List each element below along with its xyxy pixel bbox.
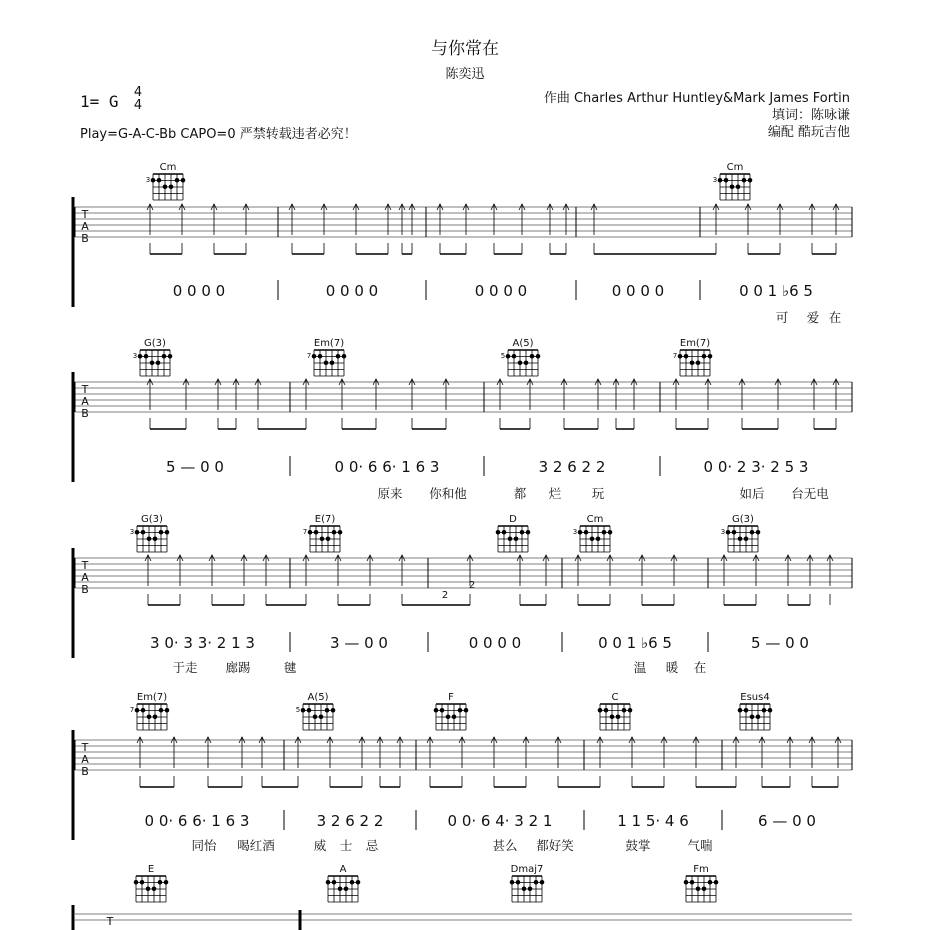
finger-dot [134, 880, 139, 885]
chord-esus4-label: Esus4 [740, 692, 770, 703]
finger-dot [141, 530, 146, 535]
finger-dot [718, 178, 723, 183]
finger-dot [684, 880, 689, 885]
lyric: 温 [633, 660, 647, 675]
finger-dot [320, 536, 325, 541]
finger-dot [165, 530, 170, 535]
jianpu-measure: 5 — 0 0 [751, 634, 809, 652]
chord-cm-2-label: Cm [726, 162, 744, 173]
lyric: 廊踢 [225, 660, 251, 675]
finger-dot [152, 886, 157, 891]
chord-em7-2-fret: 7 [672, 352, 678, 360]
jianpu-measure: 0 0 0 0 [172, 282, 226, 300]
finger-dot [144, 354, 149, 359]
lyric: 甚么 [492, 838, 518, 853]
finger-dot [748, 178, 753, 183]
chord-cm-3 [578, 526, 613, 552]
finger-dot [350, 880, 355, 885]
finger-dot [596, 536, 601, 541]
chord-e7-label: E(7) [314, 514, 336, 525]
chord-a5-b-fret: 5 [295, 706, 301, 714]
finger-dot [146, 886, 151, 891]
finger-dot [508, 536, 513, 541]
finger-dot [175, 178, 180, 183]
jianpu-measure: 0 0· 6 6· 1 6 3 [144, 812, 250, 830]
chord-g3-c [726, 526, 761, 552]
chord-g3-c-fret: 3 [720, 528, 726, 536]
finger-dot [696, 360, 701, 365]
chord-fm [684, 876, 719, 902]
chord-a-label: A [339, 864, 347, 875]
finger-dot [356, 880, 361, 885]
chord-em7-b-fret: 7 [129, 706, 135, 714]
chord-em7-b [135, 704, 170, 730]
finger-dot [326, 880, 331, 885]
finger-dot [578, 530, 583, 535]
finger-dot [318, 354, 323, 359]
chord-a5-fret: 5 [500, 352, 506, 360]
chord-g3 [138, 350, 173, 376]
finger-dot [338, 886, 343, 891]
finger-dot [736, 184, 741, 189]
finger-dot [312, 354, 317, 359]
tab-fret-number: 2 [468, 580, 476, 591]
chord-d-label: D [509, 514, 517, 525]
finger-dot [528, 886, 533, 891]
chord-em7-2-label: Em(7) [679, 338, 711, 349]
chord-dmaj7-label: Dmaj7 [510, 864, 544, 875]
finger-dot [724, 178, 729, 183]
chord-g3-fret: 3 [132, 352, 138, 360]
finger-dot [344, 886, 349, 891]
finger-dot [157, 178, 162, 183]
finger-dot [536, 354, 541, 359]
lyric: 原来 [377, 486, 403, 501]
chord-cm-3-fret: 3 [572, 528, 578, 536]
finger-dot [452, 714, 457, 719]
chord-g3-b-label: G(3) [141, 514, 163, 525]
chord-g3-b [135, 526, 170, 552]
finger-dot [138, 354, 143, 359]
chord-a [326, 876, 361, 902]
jianpu-measure: 0 0 1 ♭6 5 [598, 634, 672, 652]
chord-cm-3-label: Cm [586, 514, 604, 525]
tab-letter: B [81, 765, 89, 778]
finger-dot [181, 178, 186, 183]
jianpu-measure: 0 0· 6 4· 3 2 1 [447, 812, 553, 830]
finger-dot [141, 708, 146, 713]
chord-e7-fret: 7 [302, 528, 308, 536]
chord-a5-label: A(5) [512, 338, 534, 349]
finger-dot [342, 354, 347, 359]
lyric: 威 [313, 838, 327, 853]
finger-dot [440, 708, 445, 713]
chord-cm-2-fret: 3 [712, 176, 718, 184]
finger-dot [147, 536, 152, 541]
jianpu-measure: 0 0 0 0 [325, 282, 379, 300]
finger-dot [696, 886, 701, 891]
finger-dot [602, 530, 607, 535]
jianpu-measure: 0 0 0 0 [611, 282, 665, 300]
finger-dot [307, 708, 312, 713]
chord-cm-fret: 3 [145, 176, 151, 184]
lyric: 鼓掌 [625, 838, 651, 853]
finger-dot [702, 886, 707, 891]
tab-letter: A [81, 571, 89, 584]
finger-dot [540, 880, 545, 885]
finger-dot [326, 536, 331, 541]
chord-e-label: E [147, 864, 155, 875]
finger-dot [744, 708, 749, 713]
lyric: 气喘 [687, 838, 713, 853]
finger-dot [151, 178, 156, 183]
finger-dot [768, 708, 773, 713]
chord-d [496, 526, 531, 552]
tab-letter: B [81, 407, 89, 420]
tab-letter: T [106, 915, 114, 928]
song-title: 与你常在 [431, 39, 499, 59]
chord-f [434, 704, 469, 730]
chord-f-label: F [448, 692, 454, 703]
finger-dot [165, 708, 170, 713]
finger-dot [512, 354, 517, 359]
jianpu-measure: 0 0· 6 6· 1 6 3 [334, 458, 440, 476]
finger-dot [168, 354, 173, 359]
finger-dot [510, 880, 515, 885]
lyric: 忌 [365, 838, 379, 853]
tab-letter: B [81, 583, 89, 596]
finger-dot [153, 536, 158, 541]
jianpu-measure: 3 2 6 2 2 [316, 812, 384, 830]
finger-dot [336, 354, 341, 359]
finger-dot [690, 880, 695, 885]
finger-dot [534, 880, 539, 885]
finger-dot [628, 708, 633, 713]
time-bottom: 4 [133, 98, 143, 113]
chord-e7 [308, 526, 343, 552]
finger-dot [496, 530, 501, 535]
finger-dot [608, 530, 613, 535]
jianpu-measure: 3 2 6 2 2 [538, 458, 606, 476]
chord-cm [151, 174, 186, 200]
finger-dot [742, 178, 747, 183]
finger-dot [147, 714, 152, 719]
finger-dot [324, 360, 329, 365]
finger-dot [518, 360, 523, 365]
finger-dot [458, 708, 463, 713]
finger-dot [684, 354, 689, 359]
finger-dot [158, 880, 163, 885]
finger-dot [331, 708, 336, 713]
finger-dot [135, 530, 140, 535]
chord-em7-b-label: Em(7) [136, 692, 168, 703]
tab-letter: A [81, 220, 89, 233]
finger-dot [301, 708, 306, 713]
finger-dot [744, 536, 749, 541]
chord-esus4 [738, 704, 773, 730]
chord-a5-b-label: A(5) [307, 692, 329, 703]
tab-letter: T [81, 383, 89, 396]
finger-dot [524, 360, 529, 365]
finger-dot [313, 714, 318, 719]
finger-dot [750, 714, 755, 719]
finger-dot [732, 530, 737, 535]
jianpu-measure: 0 0· 2 3· 2 5 3 [703, 458, 809, 476]
chord-a5-b [301, 704, 336, 730]
lyric: 同怡 [191, 838, 217, 853]
lyric: 士 [339, 838, 353, 853]
lyric: 都好笑 [536, 838, 574, 853]
chord-em7-2 [678, 350, 713, 376]
lyric: 在 [693, 660, 707, 675]
finger-dot [162, 354, 167, 359]
chord-em7-label: Em(7) [313, 338, 345, 349]
time-top: 4 [133, 85, 143, 100]
finger-dot [522, 886, 527, 891]
finger-dot [738, 708, 743, 713]
tab-letter: T [81, 741, 89, 754]
finger-dot [169, 184, 174, 189]
finger-dot [738, 536, 743, 541]
jianpu-measure: 0 0 0 0 [474, 282, 528, 300]
tab-fret-number: 2 [441, 590, 449, 601]
finger-dot [338, 530, 343, 535]
finger-dot [163, 184, 168, 189]
finger-dot [156, 360, 161, 365]
finger-dot [690, 360, 695, 365]
finger-dot [726, 530, 731, 535]
finger-dot [750, 530, 755, 535]
jianpu-measure: 3 0· 3 3· 2 1 3 [150, 634, 255, 652]
finger-dot [135, 708, 140, 713]
finger-dot [590, 536, 595, 541]
lyric: 可 [775, 310, 789, 325]
lyric: 于走 [172, 660, 198, 675]
tab-letter: A [81, 753, 89, 766]
finger-dot [506, 354, 511, 359]
jianpu-measure: 0 0 1 ♭6 5 [739, 282, 813, 300]
finger-dot [702, 354, 707, 359]
lyric: 暖 [665, 660, 679, 675]
finger-dot [153, 714, 158, 719]
chord-g3-label: G(3) [144, 338, 166, 349]
key-signature: 1= G [80, 92, 119, 111]
finger-dot [678, 354, 683, 359]
finger-dot [762, 708, 767, 713]
finger-dot [530, 354, 535, 359]
chord-fm-label: Fm [693, 864, 709, 875]
finger-dot [140, 880, 145, 885]
tab-letter: T [81, 208, 89, 221]
lyric: 喝红酒 [237, 838, 275, 853]
finger-dot [604, 708, 609, 713]
jianpu-measure: 3 — 0 0 [330, 634, 388, 652]
lyric: 玩 [591, 486, 605, 501]
finger-dot [446, 714, 451, 719]
finger-dot [332, 530, 337, 535]
finger-dot [159, 530, 164, 535]
finger-dot [520, 530, 525, 535]
chord-em7 [312, 350, 347, 376]
finger-dot [464, 708, 469, 713]
chord-g3-b-fret: 3 [129, 528, 135, 536]
arranger: 编配 酷玩吉他 [767, 125, 850, 140]
lyric: 台无电 [791, 486, 829, 501]
lyric: 如后 [739, 486, 765, 501]
lyric: 都 [513, 486, 527, 501]
chord-cm-label: Cm [159, 162, 177, 173]
finger-dot [516, 880, 521, 885]
finger-dot [325, 708, 330, 713]
lyric: 爱 [806, 310, 820, 325]
finger-dot [708, 354, 713, 359]
tab-letter: B [81, 232, 89, 245]
finger-dot [526, 530, 531, 535]
composer: 作曲 Charles Arthur Huntley&Mark James Fortin [543, 91, 850, 106]
finger-dot [708, 880, 713, 885]
chord-e [134, 876, 169, 902]
finger-dot [314, 530, 319, 535]
lyric: 在 [828, 310, 842, 325]
chord-cm-2 [718, 174, 753, 200]
lyric: 毽 [283, 660, 297, 675]
finger-dot [330, 360, 335, 365]
finger-dot [622, 708, 627, 713]
jianpu-measure: 6 — 0 0 [758, 812, 816, 830]
chord-c-label: C [611, 692, 619, 703]
finger-dot [730, 184, 735, 189]
finger-dot [434, 708, 439, 713]
jianpu-measure: 1 1 5· 4 6 [617, 812, 689, 830]
finger-dot [514, 536, 519, 541]
chord-a5 [506, 350, 541, 376]
lyricist: 填词：陈咏谦 [771, 108, 850, 123]
finger-dot [756, 714, 761, 719]
chord-em7-fret: 7 [306, 352, 312, 360]
finger-dot [616, 714, 621, 719]
lyric: 你和他 [429, 486, 467, 501]
finger-dot [332, 880, 337, 885]
artist-name: 陈奕迅 [445, 67, 485, 82]
finger-dot [308, 530, 313, 535]
tab-letter: T [81, 559, 89, 572]
finger-dot [150, 360, 155, 365]
tab-letter: A [81, 395, 89, 408]
finger-dot [756, 530, 761, 535]
chord-dmaj7 [510, 876, 545, 902]
finger-dot [319, 714, 324, 719]
finger-dot [598, 708, 603, 713]
finger-dot [584, 530, 589, 535]
finger-dot [159, 708, 164, 713]
finger-dot [502, 530, 507, 535]
play-info: Play=G-A-C-Bb CAPO=0 严禁转载违者必究！ [80, 127, 357, 142]
jianpu-measure: 5 — 0 0 [166, 458, 224, 476]
finger-dot [714, 880, 719, 885]
finger-dot [610, 714, 615, 719]
jianpu-measure: 0 0 0 0 [468, 634, 522, 652]
chord-g3-c-label: G(3) [732, 514, 754, 525]
finger-dot [164, 880, 169, 885]
lyric: 烂 [548, 486, 562, 501]
chord-c [598, 704, 633, 730]
